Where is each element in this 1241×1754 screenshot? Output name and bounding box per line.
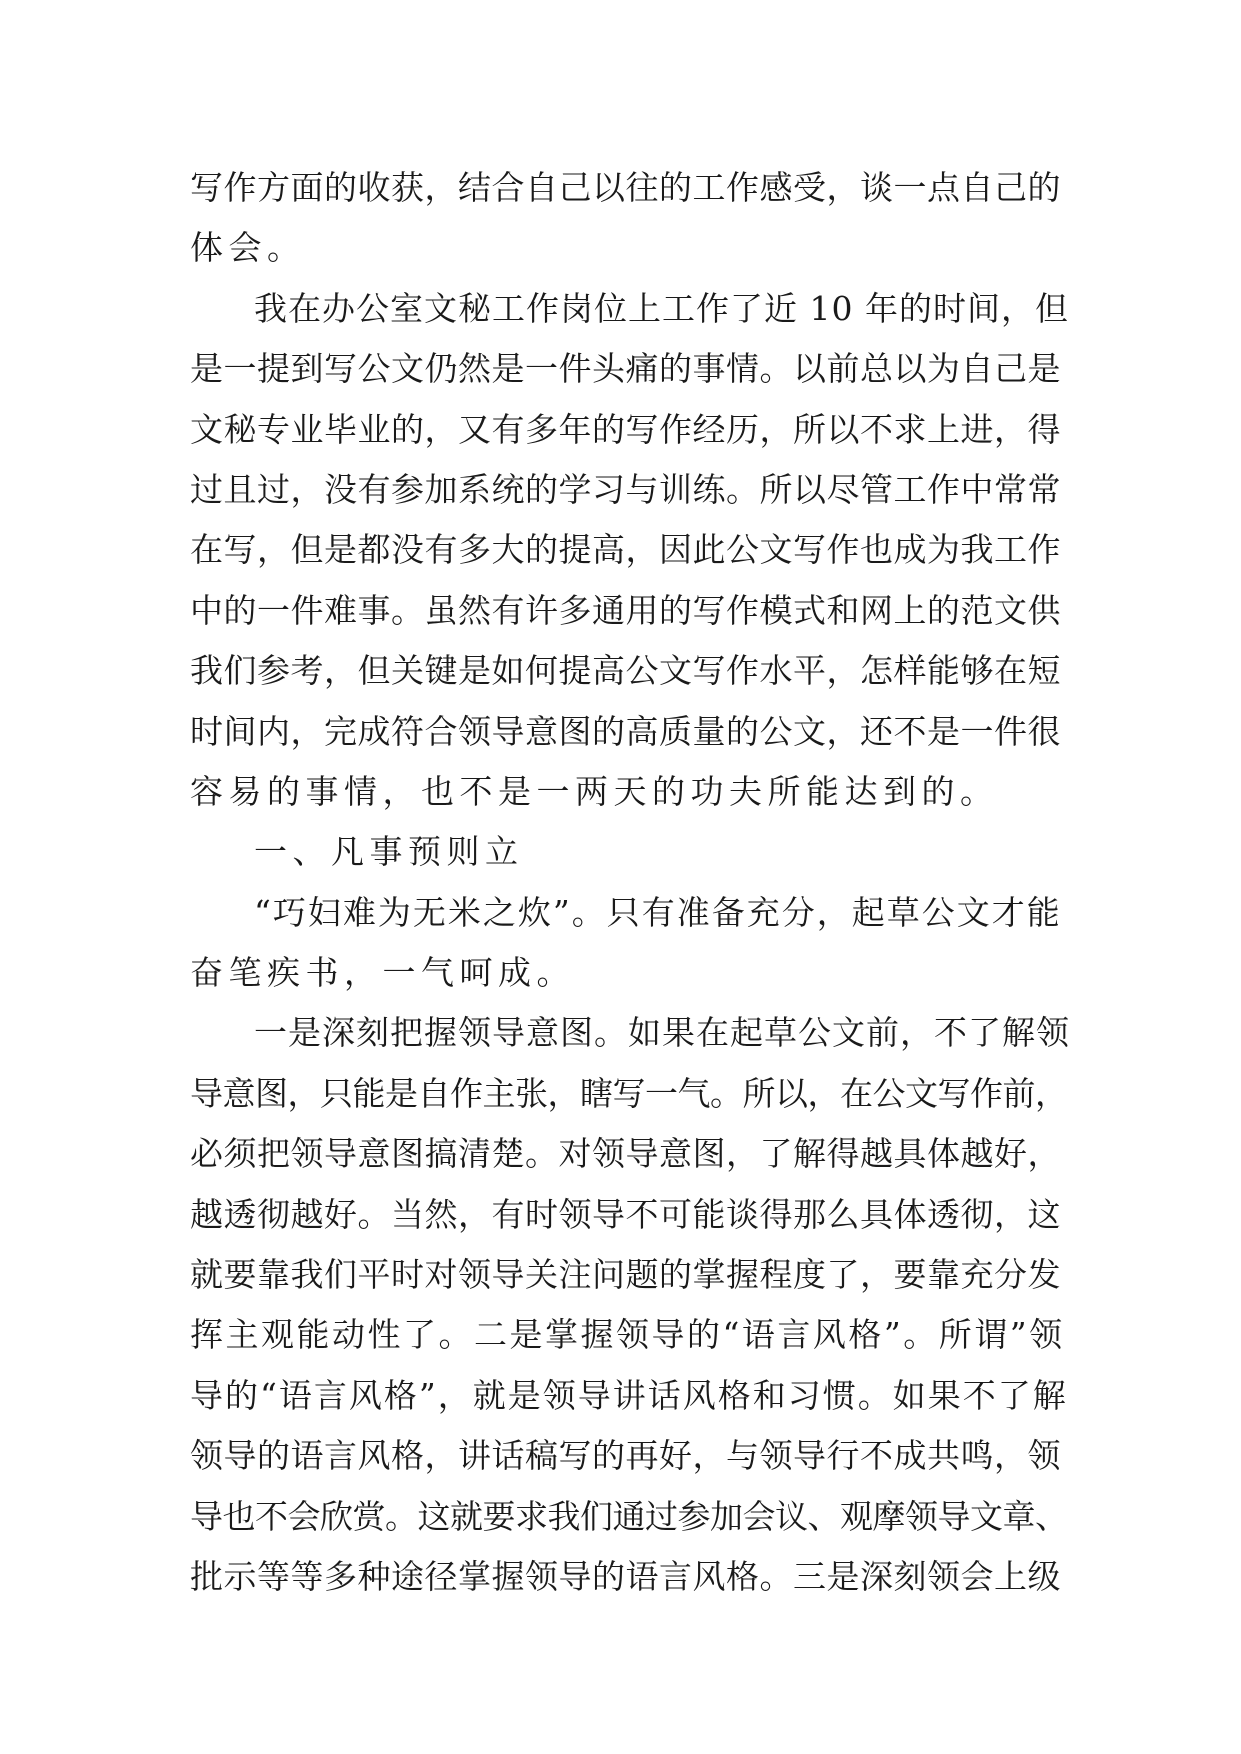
text-line: 挥主观能动性了。二是掌握领导的“语言风格”。所谓”领 [190,1315,1065,1355]
text-line: 批示等等多种途径掌握领导的语言风格。三是深刻领会上级 [190,1556,1061,1596]
text-line: 导的“语言风格”，就是领导讲话风格和习惯。如果不了解 [190,1375,1068,1415]
text-line: 我们参考，但关键是如何提高公文写作水平，怎样能够在短 [190,651,1061,691]
text-line: 导意图，只能是自作主张，瞎写一气。所以，在公文写作前， [190,1073,1068,1113]
paragraph-first-line: “巧妇难为无米之炊”。只有准备充分，起草公文才能 [254,892,1062,932]
text-line: 越透彻越好。当然，有时领导不可能谈得那么具体透彻，这 [190,1194,1061,1234]
text-line: 过且过，没有参加系统的学习与训练。所以尽管工作中常常 [190,469,1061,509]
text-line: 导也不会欣赏。这就要求我们通过参加会议、观摩领导文章、 [190,1496,1068,1536]
text-line: 在写，但是都没有多大的提高，因此公文写作也成为我工作 [190,530,1061,570]
text-line: 奋笔疾书，一气呵成。 [190,953,575,993]
text-line: 中的一件难事。虽然有许多通用的写作模式和网上的范文供 [190,590,1061,630]
text-line: 是一提到写公文仍然是一件头痛的事情。以前总以为自己是 [190,349,1061,389]
text-line: 体会。 [190,228,306,268]
document-body [190,158,1070,1607]
text-line: 写作方面的收获，结合自己以往的工作感受，谈一点自己的 [190,168,1061,207]
text-line: 领导的语言风格，讲话稿写的再好，与领导行不成共鸣，领 [190,1436,1061,1476]
text-line: 时间内，完成符合领导意图的高质量的公文，还不是一件很 [190,711,1061,751]
text-line: 必须把领导意图搞清楚。对领导意图，了解得越具体越好， [190,1134,1061,1174]
paragraph-first-line: 一是深刻把握领导意图。如果在起草公文前，不了解领 [254,1013,1070,1053]
text-line: 就要靠我们平时对领导关注问题的掌握程度了，要靠充分发 [190,1255,1061,1295]
text-line: 容易的事情，也不是一两天的功夫所能达到的。 [190,771,999,811]
section-heading: 一、凡事预则立 [254,832,524,872]
paragraph-first-line: 我在办公室文秘工作岗位上工作了近 10 年的时间，但 [254,288,1069,328]
text-line: 文秘专业毕业的，又有多年的写作经历，所以不求上进，得 [190,409,1061,449]
